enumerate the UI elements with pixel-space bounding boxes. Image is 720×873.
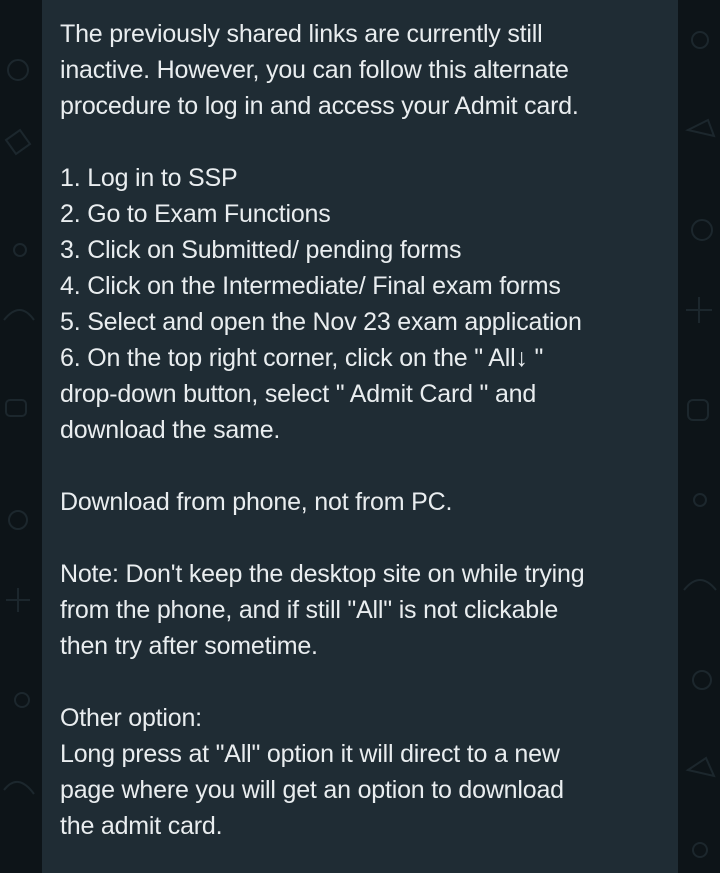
- step-item: drop-down button, select " Admit Card " and: [60, 380, 537, 408]
- intro-line: inactive. However, you can follow this alternate: [60, 56, 569, 84]
- note-line: then try after sometime.: [60, 632, 318, 660]
- intro-line: The previously shared links are currently still: [60, 20, 543, 48]
- other-option-line: Long press at "All" option it will direct to a new: [60, 740, 560, 768]
- message-text: [60, 16, 660, 844]
- other-option-line: Other option:: [60, 704, 202, 732]
- step-item: 3. Click on Submitted/ pending forms: [60, 236, 462, 264]
- message-bubble: [42, 0, 678, 873]
- note-paragraph: [60, 556, 660, 664]
- steps-list: [60, 160, 660, 448]
- download-note: Download from phone, not from PC.: [60, 488, 453, 516]
- download-note-paragraph: [60, 484, 660, 520]
- step-item: 5. Select and open the Nov 23 exam application: [60, 308, 582, 336]
- note-line: from the phone, and if still "All" is not clickable: [60, 596, 559, 624]
- note-line: Note: Don't keep the desktop site on while trying: [60, 560, 585, 588]
- other-option-line: the admit card.: [60, 812, 223, 840]
- step-item: 4. Click on the Intermediate/ Final exam forms: [60, 272, 561, 300]
- step-item: download the same.: [60, 416, 281, 444]
- step-item: 1. Log in to SSP: [60, 164, 238, 192]
- other-option-paragraph: [60, 700, 660, 844]
- intro-paragraph: [60, 16, 660, 124]
- intro-line: procedure to log in and access your Admit card.: [60, 92, 579, 120]
- step-item: 2. Go to Exam Functions: [60, 200, 331, 228]
- other-option-line: page where you will get an option to download: [60, 776, 564, 804]
- step-item: 6. On the top right corner, click on the " All↓ ": [60, 344, 544, 372]
